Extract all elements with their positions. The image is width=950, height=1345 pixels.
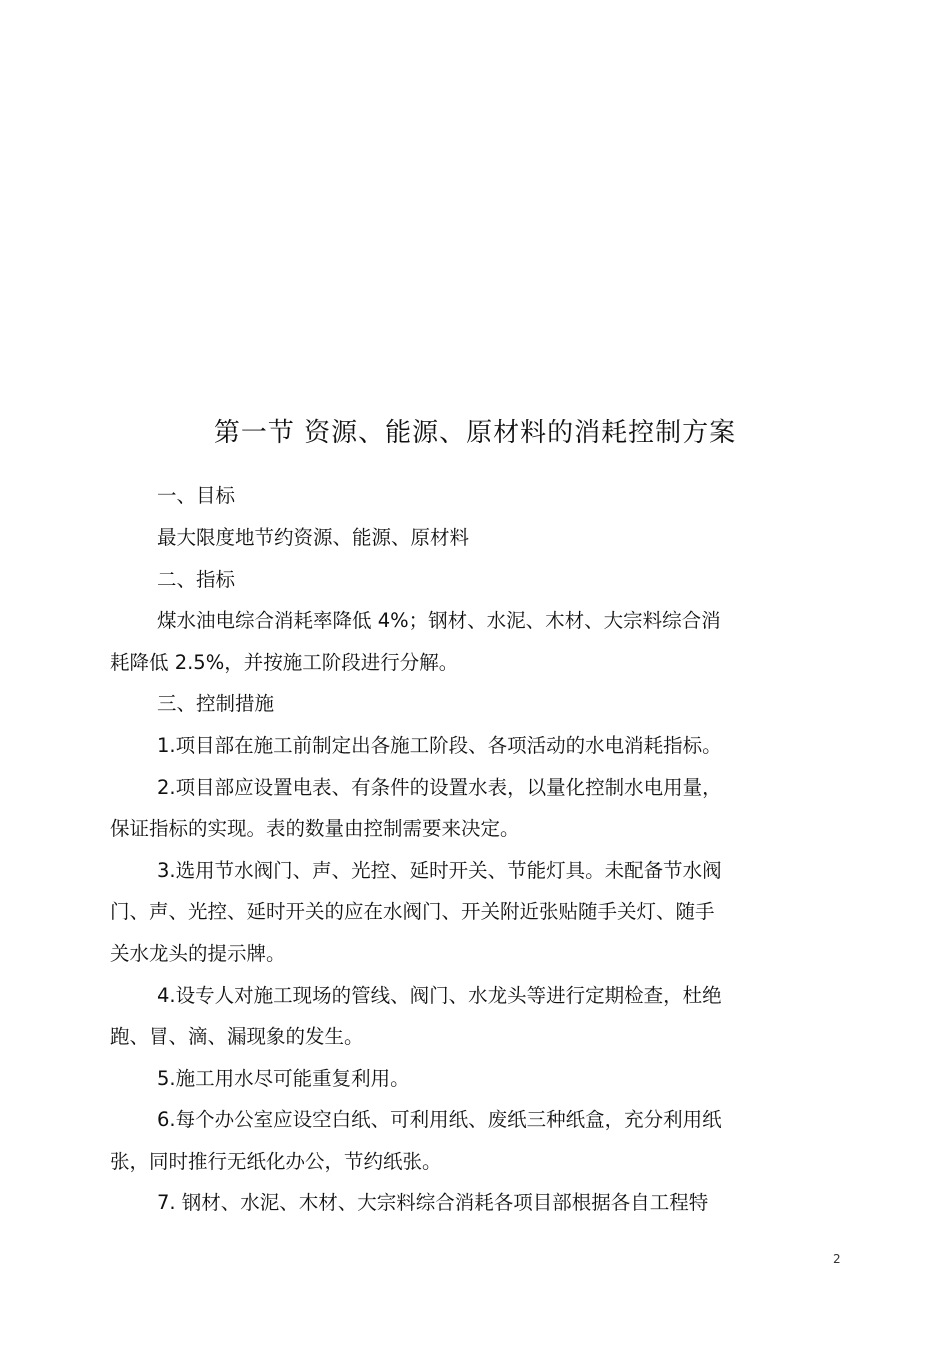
measure-1: 1.项目部在施工前制定出各施工阶段、各项活动的水电消耗指标。 bbox=[157, 734, 722, 757]
heading-indicator: 二、指标 bbox=[157, 568, 236, 591]
measure-3-line-1: 3.选用节水阀门、声、光控、延时开关、节能灯具。未配备节水阀 bbox=[157, 859, 722, 882]
measure-3-line-3: 关水龙头的提示牌。 bbox=[110, 942, 286, 965]
measure-2-line-1: 2.项目部应设置电表、有条件的设置水表，以量化控制水电用量， bbox=[157, 776, 722, 799]
page-number: 2 bbox=[833, 1252, 841, 1266]
paragraph-indicator-line-2: 耗降低 2.5%，并按施工阶段进行分解。 bbox=[110, 651, 459, 674]
measure-6-line-1: 6.每个办公室应设空白纸、可利用纸、废纸三种纸盒，充分利用纸 bbox=[157, 1108, 722, 1131]
measure-5: 5.施工用水尽可能重复利用。 bbox=[157, 1067, 410, 1090]
measure-7-line-1: 7. 钢材、水泥、木材、大宗料综合消耗各项目部根据各自工程特 bbox=[157, 1191, 709, 1214]
measure-2-line-2: 保证指标的实现。表的数量由控制需要来决定。 bbox=[110, 817, 520, 840]
section-title: 第一节 资源、能源、原材料的消耗控制方案 bbox=[213, 418, 737, 448]
heading-control-measures: 三、控制措施 bbox=[157, 692, 275, 715]
measure-4-line-2: 跑、冒、滴、漏现象的发生。 bbox=[110, 1025, 364, 1048]
heading-goal: 一、目标 bbox=[157, 484, 236, 507]
paragraph-indicator-line-1: 煤水油电综合消耗率降低 4%；钢材、水泥、木材、大宗料综合消 bbox=[157, 609, 721, 632]
paragraph-goal: 最大限度地节约资源、能源、原材料 bbox=[157, 526, 470, 549]
measure-3-line-2: 门、声、光控、延时开关的应在水阀门、开关附近张贴随手关灯、随手 bbox=[110, 900, 715, 923]
measure-4-line-1: 4.设专人对施工现场的管线、阀门、水龙头等进行定期检查，杜绝 bbox=[157, 984, 722, 1007]
measure-6-line-2: 张，同时推行无纸化办公，节约纸张。 bbox=[110, 1150, 442, 1173]
